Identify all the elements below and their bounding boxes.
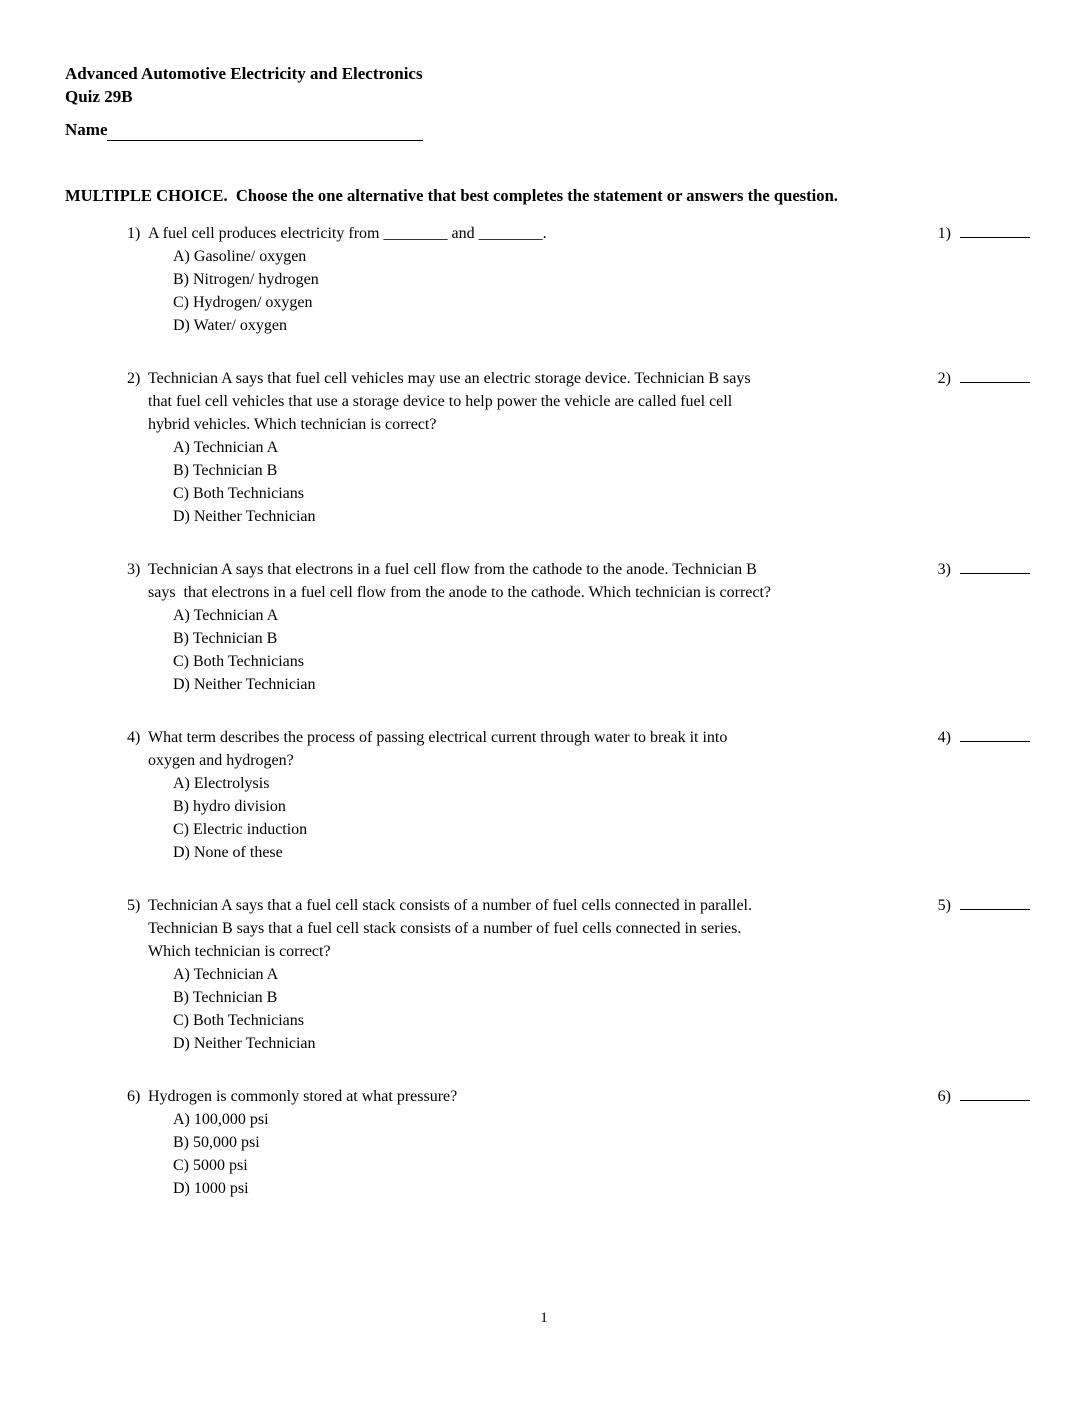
- question-row: [127, 1085, 1030, 1200]
- question-text: [148, 1085, 457, 1108]
- answer-number: 4): [937, 729, 951, 746]
- choice-item: C) 5000 psi: [173, 1157, 248, 1174]
- document-header: [65, 62, 423, 108]
- question-text-line: Technician A says that electrons in a fuel cell flow from the cathode to the anode. Technician B: [148, 561, 757, 578]
- question-body: [127, 222, 919, 337]
- choices-list: [127, 245, 919, 337]
- choice-item: A) Technician A: [173, 966, 279, 983]
- choice-item: D) Neither Technician: [173, 1035, 316, 1052]
- answer-area: [938, 1085, 1030, 1108]
- question-text-line: oxygen and hydrogen?: [148, 752, 294, 769]
- answer-number: 1): [937, 225, 951, 242]
- choice-item: D) None of these: [173, 844, 283, 861]
- question-text-line: Which technician is correct?: [148, 943, 331, 960]
- name-blank[interactable]: [107, 123, 423, 141]
- answer-number: 5): [937, 897, 951, 914]
- choice-item: A) Technician A: [173, 607, 279, 624]
- name-row: [65, 119, 423, 141]
- choice-item: B) 50,000 psi: [173, 1134, 260, 1151]
- choice-item: B) Nitrogen/ hydrogen: [173, 271, 319, 288]
- question-text: [148, 367, 751, 436]
- answer-blank[interactable]: [960, 223, 1030, 238]
- choices-list: [127, 604, 919, 696]
- question-text: [148, 222, 547, 245]
- choice-item: C) Both Technicians: [173, 653, 305, 670]
- answer-area: [938, 367, 1030, 390]
- course-title: Advanced Automotive Electricity and Electronics: [65, 64, 423, 83]
- answer-area: [938, 726, 1030, 749]
- choice-item: C) Both Technicians: [173, 485, 305, 502]
- question-row: [127, 726, 1030, 864]
- choice-item: D) Neither Technician: [173, 508, 316, 525]
- question-text-line: Hydrogen is commonly stored at what pressure?: [148, 1088, 458, 1105]
- name-label: Name: [65, 120, 108, 139]
- choice-item: A) Gasoline/ oxygen: [173, 248, 307, 265]
- choice-item: A) 100,000 psi: [173, 1111, 269, 1128]
- quiz-title: Quiz 29B: [65, 87, 133, 106]
- question-text-line: A fuel cell produces electricity from ________ and ________.: [148, 225, 547, 242]
- question-text: [148, 726, 727, 772]
- answer-area: [938, 558, 1030, 581]
- question-text: [148, 558, 771, 604]
- answer-blank[interactable]: [960, 727, 1030, 742]
- question-row: [127, 367, 1030, 528]
- instructions-heading: MULTIPLE CHOICE. Choose the one alternative that best completes the statement or answers the question.: [65, 186, 838, 205]
- question-body: [127, 558, 919, 696]
- answer-area: [938, 894, 1030, 917]
- question-text-line: that fuel cell vehicles that use a storage device to help power the vehicle are called fuel cell: [148, 393, 733, 410]
- question-body: [127, 894, 919, 1055]
- question-row: [127, 894, 1030, 1055]
- question-number: 3): [127, 561, 141, 578]
- question-body: [127, 1085, 919, 1200]
- choice-item: B) Technician B: [173, 989, 278, 1006]
- answer-number: 2): [937, 370, 951, 387]
- choice-item: C) Hydrogen/ oxygen: [173, 294, 313, 311]
- questions-list: [127, 222, 1030, 1230]
- question-number: 4): [127, 729, 141, 746]
- choices-list: [127, 436, 919, 528]
- question-text-line: Technician A says that fuel cell vehicles may use an electric storage device. Technician B says: [148, 370, 751, 387]
- choices-list: [127, 1108, 919, 1200]
- choice-item: A) Technician A: [173, 439, 279, 456]
- choice-item: D) Water/ oxygen: [173, 317, 287, 334]
- choice-item: D) 1000 psi: [173, 1180, 249, 1197]
- question-row: [127, 222, 1030, 337]
- answer-blank[interactable]: [960, 1086, 1030, 1101]
- choices-list: [127, 772, 919, 864]
- question-text-line: hybrid vehicles. Which technician is correct?: [148, 416, 437, 433]
- question-number: 1): [127, 225, 141, 242]
- question-body: [127, 726, 919, 864]
- choice-item: B) Technician B: [173, 462, 278, 479]
- question-text-line: What term describes the process of passing electrical current through water to break it into: [148, 729, 728, 746]
- answer-area: [938, 222, 1030, 245]
- question-text-line: says that electrons in a fuel cell flow from the anode to the cathode. Which technician is correct?: [148, 584, 772, 601]
- question-text: [148, 894, 752, 963]
- question-number: 6): [127, 1088, 141, 1105]
- answer-number: 3): [937, 561, 951, 578]
- choice-item: B) Technician B: [173, 630, 278, 647]
- question-number: 5): [127, 897, 141, 914]
- answer-blank[interactable]: [960, 368, 1030, 383]
- answer-number: 6): [937, 1088, 951, 1105]
- question-number: 2): [127, 370, 141, 387]
- choice-item: C) Both Technicians: [173, 1012, 305, 1029]
- choices-list: [127, 963, 919, 1055]
- page-number: 1: [540, 1310, 548, 1326]
- choice-item: D) Neither Technician: [173, 676, 316, 693]
- choice-item: B) hydro division: [173, 798, 286, 815]
- question-text-line: Technician B says that a fuel cell stack consists of a number of fuel cells connected in series.: [148, 920, 742, 937]
- question-row: [127, 558, 1030, 696]
- choice-item: C) Electric induction: [173, 821, 308, 838]
- answer-blank[interactable]: [960, 895, 1030, 910]
- answer-blank[interactable]: [960, 559, 1030, 574]
- question-text-line: Technician A says that a fuel cell stack consists of a number of fuel cells connected in parallel.: [148, 897, 752, 914]
- question-body: [127, 367, 919, 528]
- choice-item: A) Electrolysis: [173, 775, 270, 792]
